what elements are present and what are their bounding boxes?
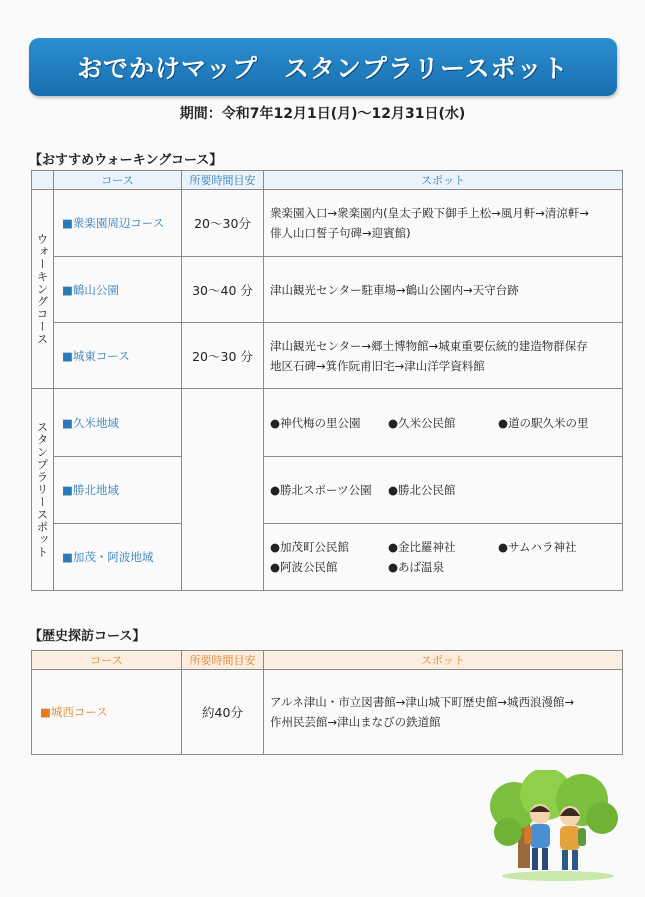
course-name: ■鶴山公園 [54,257,182,323]
spot-item: ●阿波公民館 [270,560,338,574]
history-section-title: 【歴史探訪コース】 [29,629,146,644]
course-time: 20～30分 [182,190,264,257]
course-name: ■衆楽園周辺コース [54,190,182,257]
table-row [32,323,623,389]
spot-item: ●勝北公民館 [388,483,456,497]
hikers-illustration [490,770,620,882]
square-bullet-icon: ■ [62,282,73,297]
spot-item: ●加茂町公民館 [270,540,350,554]
square-bullet-icon: ■ [62,415,73,430]
spot-item: ●道の駅久米の里 [498,415,589,430]
course-time: 約40分 [182,670,264,755]
table-row [32,389,623,457]
title-banner [29,38,617,96]
stamp-group-label: スタンプラリースポット [35,420,50,559]
column-header-spots: スポット [264,651,623,670]
column-header-course: コース [32,651,182,670]
spot-item: ●神代梅の里公園 [270,415,361,430]
column-header-spots: スポット [264,171,623,190]
course-spots: 津山観光センター駐車場→鶴山公園内→天守台跡 [264,257,623,323]
square-bullet-icon: ■ [40,705,51,719]
course-spots: 衆楽園入口→衆楽園内(皇太子殿下御手上松→風月軒→清涼軒→ 俳人山口誓子句碑→迎賓館) [264,190,623,257]
square-bullet-icon: ■ [62,216,73,230]
event-period: 期間：令和7年12月1日(月)～12月31日(水) [179,106,466,122]
course-time: 30～40 分 [182,257,264,323]
course-name: ■城東コース [54,323,182,389]
table-row [32,670,623,755]
course-name: ■城西コース [32,670,182,755]
area-name: ■加茂・阿波地域 [54,524,182,591]
square-bullet-icon: ■ [62,483,73,497]
area-spots [264,389,623,457]
course-spots: 津山観光センター→郷土博物館→城東重要伝統的建造物群保存 地区石碑→箕作阮甫旧宅→津山洋学資料館 [264,323,623,389]
spot-item: ●金比羅神社 [388,540,456,554]
area-spots [264,457,623,524]
table-row [32,257,623,323]
area-name: ■勝北地域 [54,457,182,524]
spot-item: ●久米公民館 [388,415,456,430]
column-header-course: コース [54,171,182,190]
walking-group-cell [32,190,54,389]
walking-group-label: ウォーキングコース [35,232,50,346]
stamp-group-cell [32,389,54,591]
course-spots: アルネ津山・市立図書館→津山城下町歴史館→城西浪漫館→ 作州民芸館→津山まなびの鉄道館 [264,670,623,755]
column-header-time: 所要時間目安 [182,651,264,670]
time-empty-cell [182,389,264,591]
walking-course-table [31,170,623,591]
square-bullet-icon: ■ [62,550,73,564]
spot-item: ●あば温泉 [388,560,445,574]
page-title: おでかけマップ スタンプラリースポット [77,54,569,83]
table-row [32,457,623,524]
area-spots [264,524,623,591]
column-header-time: 所要時間目安 [182,171,264,190]
table-header-row [32,171,623,190]
history-course-table [31,650,623,755]
table-header-row [32,651,623,670]
spot-item: ●勝北スポーツ公園 [270,483,372,497]
square-bullet-icon: ■ [62,348,73,363]
walking-section-title: 【おすすめウォーキングコース】 [29,153,223,168]
course-time: 20～30 分 [182,323,264,389]
area-name: ■久米地域 [54,389,182,457]
table-row [32,524,623,591]
tree-icon [490,770,618,868]
table-row [32,190,623,257]
spot-item: ●サムハラ神社 [498,540,577,554]
